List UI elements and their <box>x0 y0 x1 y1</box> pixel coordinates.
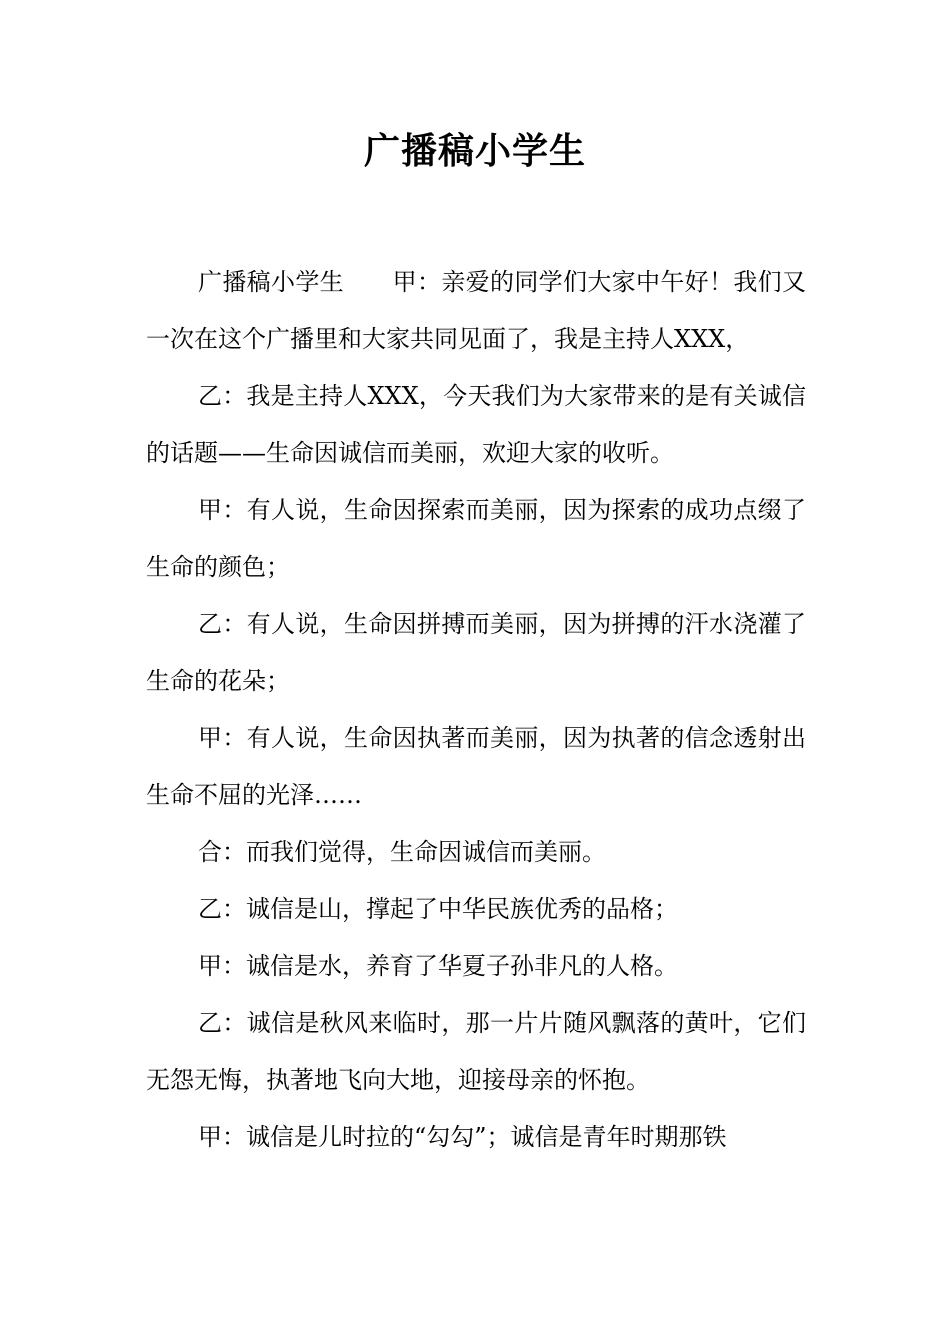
paragraph: 甲：有人说，生命因执著而美丽，因为执著的信念透射出生命不屈的光泽…… <box>146 724 806 809</box>
paragraph: 乙：有人说，生命因拼搏而美丽，因为拼搏的汗水浇灌了生命的花朵； <box>146 610 806 695</box>
paragraph: 合：而我们觉得，生命因诚信而美丽。 <box>198 838 606 866</box>
paragraph: 乙：诚信是秋风来临时，那一片片随风飘落的黄叶，它们无怨无悔，执著地飞向大地，迎接母亲的怀抱。 <box>146 1009 806 1094</box>
paragraph: 甲：诚信是水，养育了华夏子孙非凡的人格。 <box>198 952 678 980</box>
paragraph: 甲：有人说，生命因探索而美丽，因为探索的成功点缀了生命的颜色； <box>146 496 806 581</box>
paragraph: 乙：我是主持人XXX，今天我们为大家带来的是有关诚信的话题——生命因诚信而美丽，欢迎大家的收听。 <box>146 382 806 467</box>
paragraph: 广播稿小学生 甲：亲爱的同学们大家中午好！我们又一次在这个广播里和大家共同见面了，我是主持人XXX， <box>146 268 806 353</box>
paragraph: 甲：诚信是儿时拉的“勾勾”；诚信是青年时期那铁 <box>198 1123 727 1151</box>
paragraph: 乙：诚信是山，撑起了中华民族优秀的品格； <box>198 895 678 923</box>
document-title: 广播稿小学生 <box>363 131 586 172</box>
document-body <box>146 254 806 1166</box>
